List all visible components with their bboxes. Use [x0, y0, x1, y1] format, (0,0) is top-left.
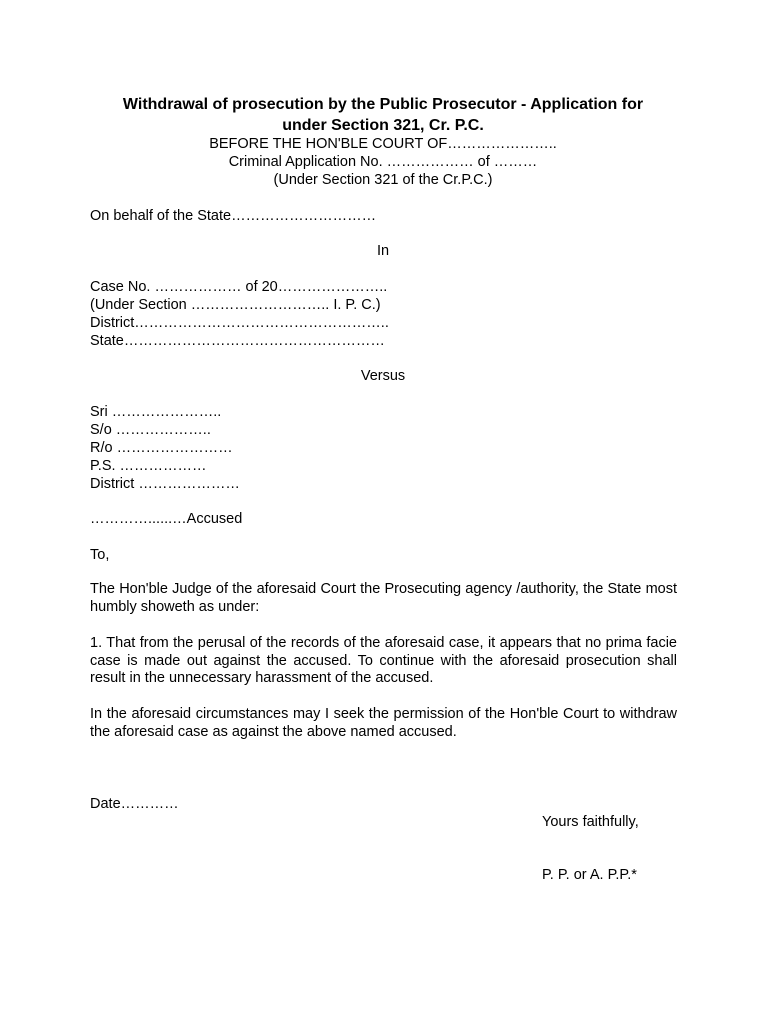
- versus-label: Versus: [360, 368, 406, 384]
- ground-paragraph-1: 1. That from the perusal of the records of the aforesaid case, it appears that no prima facie case is made out against the accused. To continue with the aforesaid prosecution shall result in the unnecessary harassment of the accused.: [90, 635, 677, 686]
- request-paragraph: In the aforesaid circumstances may I seek the permission of the Hon'ble Court to withdraw the aforesaid case as against the above named accused.: [90, 706, 677, 740]
- on-behalf-line: On behalf of the State…………………………: [90, 208, 377, 224]
- state-line: State………………………………………………: [90, 333, 385, 349]
- district-line: District……………………………………………..: [90, 315, 389, 331]
- date-line: Date…………: [90, 796, 179, 812]
- application-number: Criminal Application No. ……………… of ………: [228, 154, 538, 170]
- closing-salutation: Yours faithfully,: [542, 814, 639, 830]
- accused-father-line: S/o ………………..: [90, 422, 211, 438]
- accused-name-line: Sri …………………..: [90, 404, 222, 420]
- court-heading: BEFORE THE HON'BLE COURT OF…………………..: [209, 136, 557, 152]
- addressee-to: To,: [90, 547, 110, 563]
- under-section-line: (Under Section ……………………….. I. P. C.): [90, 297, 381, 313]
- accused-label: …………......…Accused: [90, 511, 243, 527]
- accused-district-line: District …………………: [90, 476, 240, 492]
- in-label: In: [376, 243, 390, 259]
- signatory-line: P. P. or A. P.P.*: [542, 867, 637, 883]
- address-paragraph: The Hon'ble Judge of the aforesaid Court the Prosecuting agency /authority, the State most humbly showeth as under:: [90, 581, 677, 615]
- section-reference: (Under Section 321 of the Cr.P.C.): [273, 172, 493, 188]
- accused-residence-line: R/o ……………………: [90, 440, 233, 456]
- document-title-line-2: under Section 321, Cr. P.C.: [282, 117, 484, 134]
- case-number-line: Case No. ……………… of 20…………………..: [90, 279, 388, 295]
- police-station-line: P.S. ………………: [90, 458, 207, 474]
- document-title-line-1: Withdrawal of prosecution by the Public Prosecutor - Application for: [122, 96, 644, 113]
